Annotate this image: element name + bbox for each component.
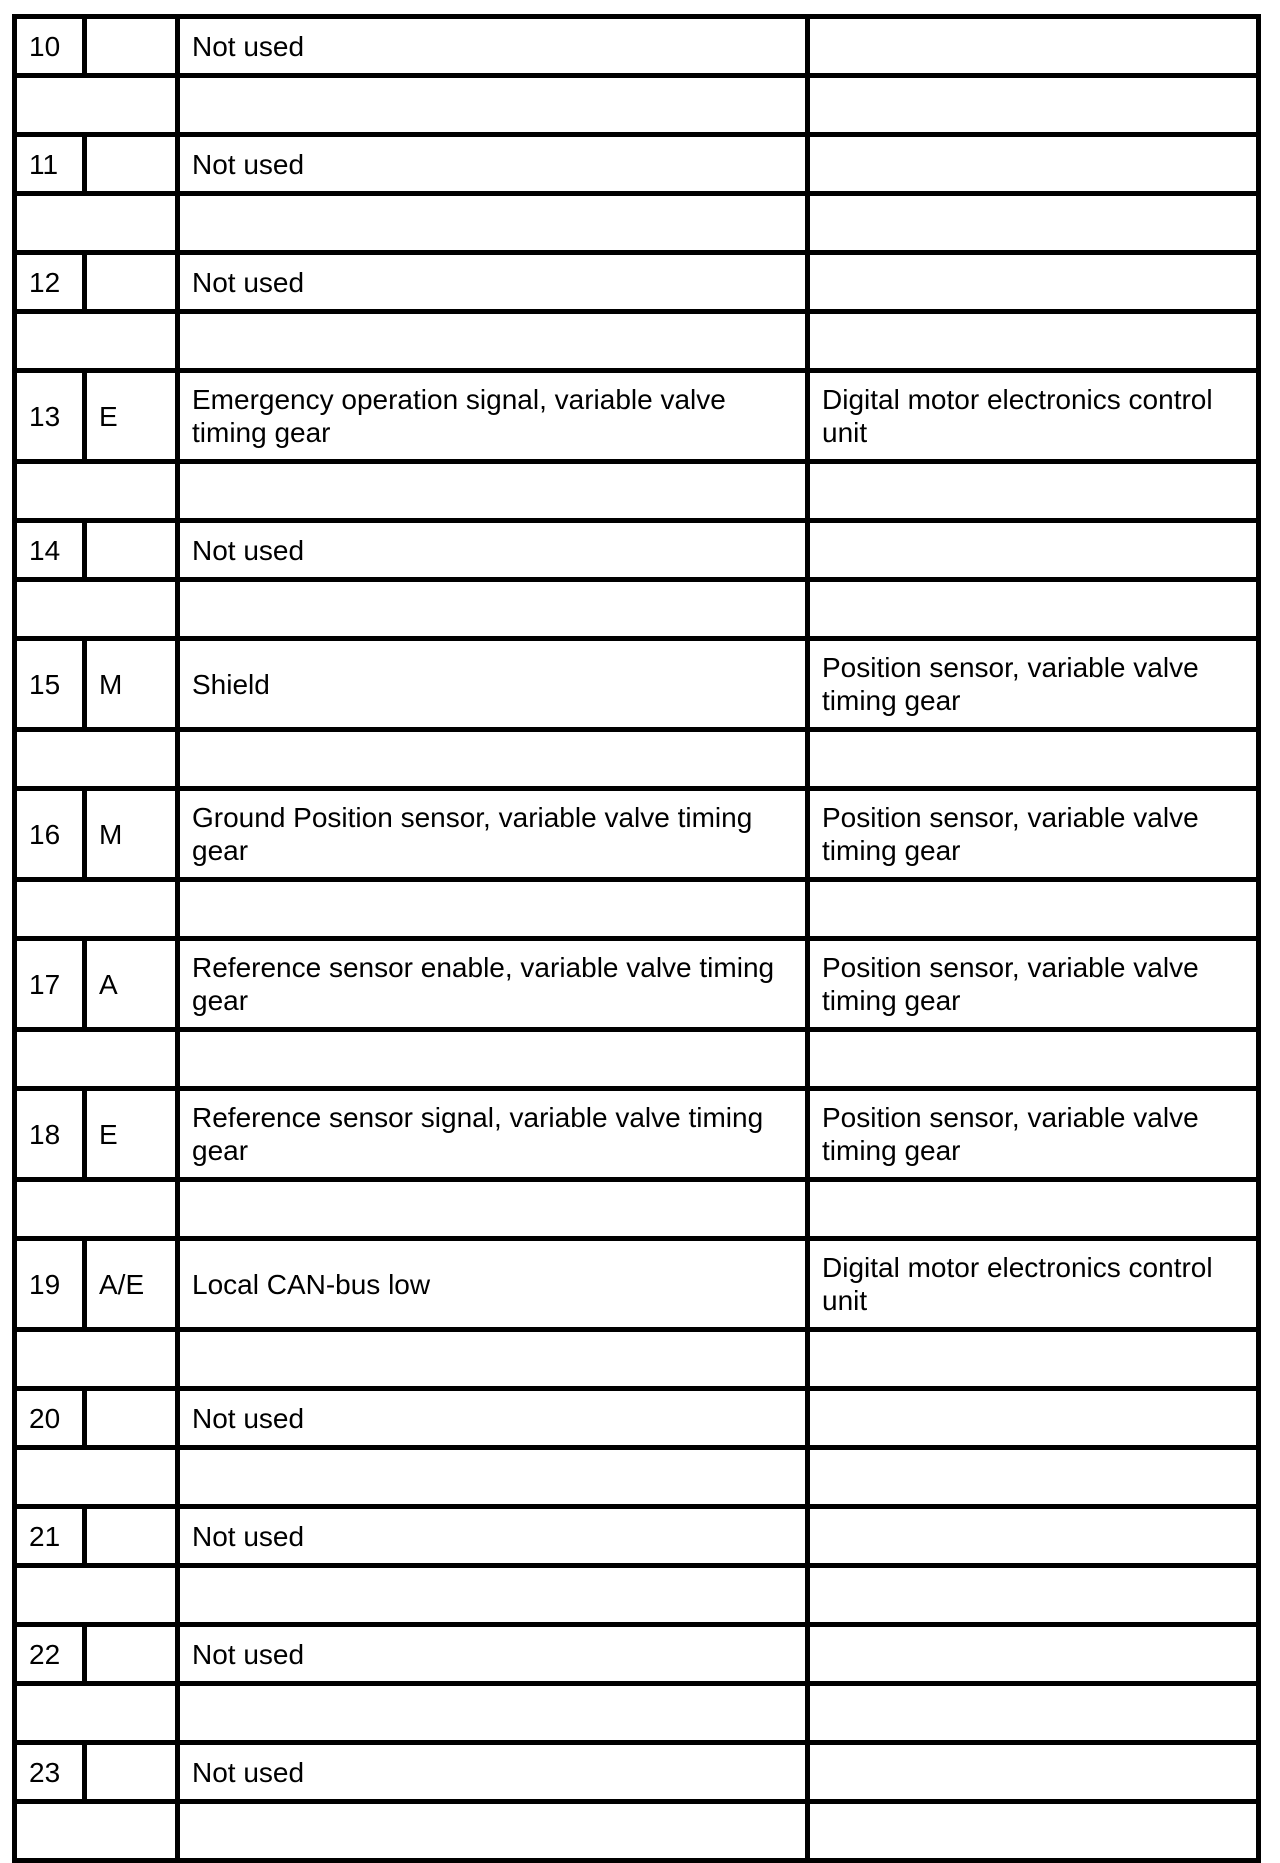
- spacer-cell: [808, 1330, 1259, 1389]
- pin-row: [15, 1507, 1259, 1566]
- pin-connection-cell: [808, 1625, 1259, 1684]
- spacer-cell: [15, 1684, 178, 1743]
- spacer-row: [15, 580, 1259, 639]
- pin-row: [15, 253, 1259, 312]
- spacer-cell: [178, 312, 808, 371]
- spacer-row: [15, 880, 1259, 939]
- pin-description-cell: Not used: [178, 1743, 808, 1802]
- spacer-cell: [808, 1448, 1259, 1507]
- pin-connection-cell: [808, 253, 1259, 312]
- pin-type-cell: E: [85, 371, 178, 462]
- spacer-cell: [808, 1180, 1259, 1239]
- pin-description-cell: Not used: [178, 1507, 808, 1566]
- pin-connection-cell: [808, 135, 1259, 194]
- spacer-cell: [178, 1448, 808, 1507]
- spacer-cell: [15, 1330, 178, 1389]
- pin-table-body: [15, 17, 1259, 1861]
- pin-number-cell: 20: [15, 1389, 85, 1448]
- spacer-row: [15, 1330, 1259, 1389]
- pin-row: [15, 939, 1259, 1030]
- spacer-cell: [15, 1448, 178, 1507]
- spacer-row: [15, 1030, 1259, 1089]
- pin-description-cell: Ground Position sensor, variable valve timing gear: [178, 789, 808, 880]
- pin-description-cell: Local CAN-bus low: [178, 1239, 808, 1330]
- spacer-cell: [178, 1802, 808, 1861]
- spacer-cell: [178, 194, 808, 253]
- spacer-cell: [808, 580, 1259, 639]
- pin-description-cell: Not used: [178, 17, 808, 76]
- pin-connection-cell: Position sensor, variable valve timing gear: [808, 639, 1259, 730]
- spacer-row: [15, 194, 1259, 253]
- spacer-cell: [178, 1566, 808, 1625]
- spacer-cell: [15, 1566, 178, 1625]
- spacer-cell: [808, 1802, 1259, 1861]
- spacer-cell: [15, 462, 178, 521]
- pin-row: [15, 1239, 1259, 1330]
- spacer-row: [15, 76, 1259, 135]
- pin-row: [15, 1743, 1259, 1802]
- spacer-row: [15, 1802, 1259, 1861]
- spacer-row: [15, 1180, 1259, 1239]
- pin-type-cell: M: [85, 789, 178, 880]
- spacer-cell: [15, 1030, 178, 1089]
- spacer-cell: [15, 1802, 178, 1861]
- pin-connection-cell: [808, 521, 1259, 580]
- pin-number-cell: 19: [15, 1239, 85, 1330]
- pin-description-cell: Not used: [178, 1389, 808, 1448]
- spacer-cell: [15, 76, 178, 135]
- pin-number-cell: 21: [15, 1507, 85, 1566]
- pin-connection-cell: Digital motor electronics control unit: [808, 371, 1259, 462]
- pin-type-cell: [85, 253, 178, 312]
- pin-number-cell: 18: [15, 1089, 85, 1180]
- spacer-cell: [178, 580, 808, 639]
- pin-description-cell: Not used: [178, 521, 808, 580]
- pin-type-cell: [85, 1507, 178, 1566]
- spacer-cell: [178, 462, 808, 521]
- spacer-cell: [15, 1180, 178, 1239]
- pin-connection-cell: [808, 17, 1259, 76]
- pin-description-cell: Shield: [178, 639, 808, 730]
- pin-number-cell: 14: [15, 521, 85, 580]
- spacer-cell: [15, 730, 178, 789]
- pin-number-cell: 17: [15, 939, 85, 1030]
- spacer-cell: [178, 76, 808, 135]
- spacer-cell: [178, 1030, 808, 1089]
- pin-number-cell: 11: [15, 135, 85, 194]
- pin-connection-cell: Position sensor, variable valve timing gear: [808, 939, 1259, 1030]
- spacer-row: [15, 312, 1259, 371]
- spacer-cell: [808, 194, 1259, 253]
- pin-row: [15, 17, 1259, 76]
- pin-connection-cell: Position sensor, variable valve timing gear: [808, 789, 1259, 880]
- spacer-cell: [808, 312, 1259, 371]
- spacer-cell: [178, 1180, 808, 1239]
- pin-type-cell: A/E: [85, 1239, 178, 1330]
- spacer-cell: [178, 1684, 808, 1743]
- spacer-cell: [15, 580, 178, 639]
- pin-type-cell: [85, 521, 178, 580]
- pin-connection-cell: [808, 1743, 1259, 1802]
- pin-row: [15, 135, 1259, 194]
- spacer-cell: [15, 880, 178, 939]
- pin-type-cell: [85, 1625, 178, 1684]
- spacer-cell: [15, 194, 178, 253]
- pin-row: [15, 1089, 1259, 1180]
- pin-connection-cell: Position sensor, variable valve timing gear: [808, 1089, 1259, 1180]
- spacer-row: [15, 1566, 1259, 1625]
- pin-row: [15, 1389, 1259, 1448]
- pin-description-cell: Not used: [178, 135, 808, 194]
- pin-row: [15, 789, 1259, 880]
- spacer-cell: [808, 462, 1259, 521]
- pin-connection-cell: [808, 1389, 1259, 1448]
- pin-type-cell: [85, 1389, 178, 1448]
- pin-description-cell: Not used: [178, 1625, 808, 1684]
- spacer-cell: [15, 312, 178, 371]
- pin-row: [15, 521, 1259, 580]
- pin-type-cell: [85, 135, 178, 194]
- pin-type-cell: M: [85, 639, 178, 730]
- pin-connection-cell: Digital motor electronics control unit: [808, 1239, 1259, 1330]
- spacer-cell: [808, 880, 1259, 939]
- pin-number-cell: 22: [15, 1625, 85, 1684]
- pin-row: [15, 371, 1259, 462]
- pin-row: [15, 1625, 1259, 1684]
- pin-type-cell: [85, 1743, 178, 1802]
- spacer-cell: [808, 76, 1259, 135]
- pin-description-cell: Reference sensor enable, variable valve timing gear: [178, 939, 808, 1030]
- pin-number-cell: 13: [15, 371, 85, 462]
- pin-number-cell: 12: [15, 253, 85, 312]
- spacer-cell: [808, 1566, 1259, 1625]
- pin-description-cell: Emergency operation signal, variable valve timing gear: [178, 371, 808, 462]
- spacer-cell: [808, 1030, 1259, 1089]
- spacer-cell: [178, 1330, 808, 1389]
- pin-number-cell: 23: [15, 1743, 85, 1802]
- pin-connection-cell: [808, 1507, 1259, 1566]
- spacer-cell: [178, 880, 808, 939]
- pin-number-cell: 15: [15, 639, 85, 730]
- pin-description-cell: Not used: [178, 253, 808, 312]
- pin-description-cell: Reference sensor signal, variable valve timing gear: [178, 1089, 808, 1180]
- spacer-row: [15, 1684, 1259, 1743]
- spacer-cell: [178, 730, 808, 789]
- spacer-row: [15, 462, 1259, 521]
- pin-type-cell: A: [85, 939, 178, 1030]
- pin-row: [15, 639, 1259, 730]
- pin-number-cell: 10: [15, 17, 85, 76]
- pin-assignment-table: [12, 14, 1261, 1863]
- pin-type-cell: E: [85, 1089, 178, 1180]
- pin-number-cell: 16: [15, 789, 85, 880]
- spacer-cell: [808, 730, 1259, 789]
- spacer-row: [15, 1448, 1259, 1507]
- pin-type-cell: [85, 17, 178, 76]
- spacer-cell: [808, 1684, 1259, 1743]
- spacer-row: [15, 730, 1259, 789]
